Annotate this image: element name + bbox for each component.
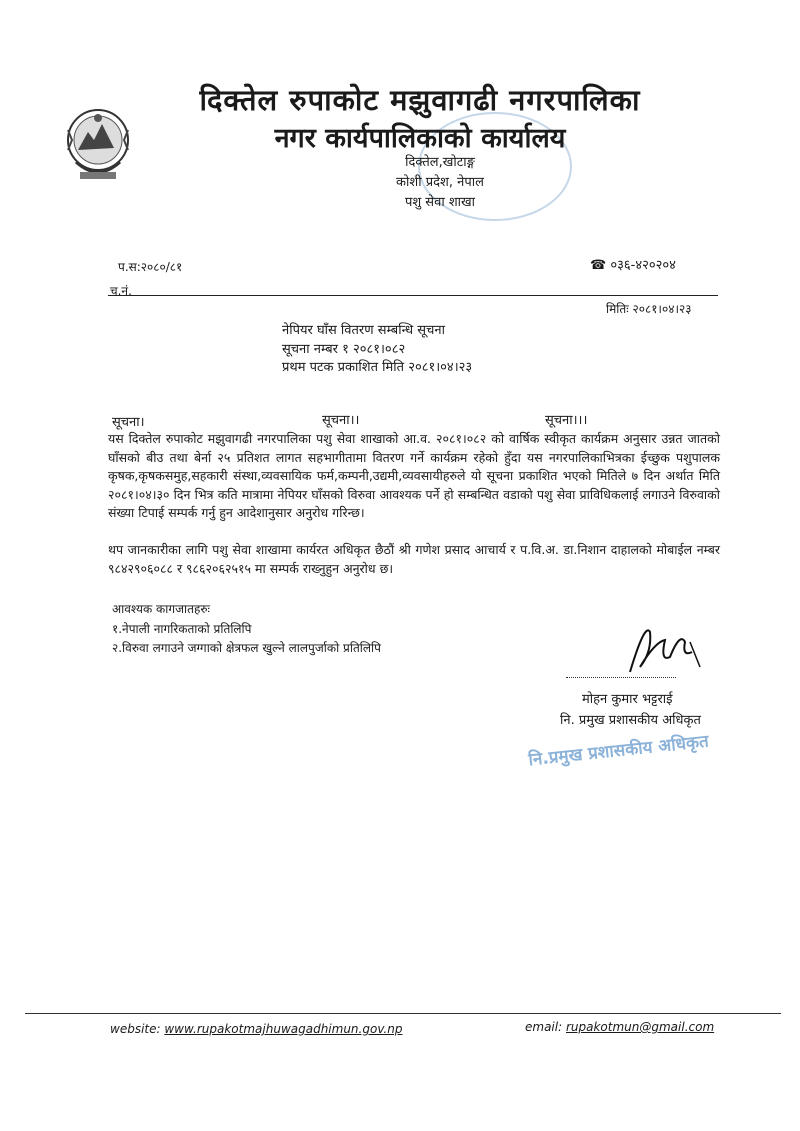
notice-paragraph-2: थप जानकारीका लागि पशु सेवा शाखामा कार्यरत अधिकृत छैठौं श्री गणेश प्रसाद आचार्य र प.वि.अ. डा.निशान दाहालको मोबाईल नम्बर ९८४२९०६०८८ र ९८६२०६२५१५ मा सम्पर्क राख्नुहुन अनुरोध छ।: [108, 542, 720, 576]
subject-title: नेपियर घाँस वितरण सम्बन्धि सूचना: [282, 323, 445, 338]
signature-image: [610, 612, 710, 682]
address-line-1: दिक्तेल,खोटाङ्ग: [405, 155, 475, 170]
dispatch-number: च.नं.: [110, 284, 132, 298]
publish-date: प्रथम पटक प्रकाशित मिति २०८१।०४।२३: [282, 360, 473, 375]
signatory-name: मोहन कुमार भट्टराई: [582, 692, 673, 707]
footer-divider: [25, 1013, 781, 1014]
section-name: पशु सेवा शाखा: [404, 195, 476, 210]
signatory-designation: नि. प्रमुख प्रशासकीय अधिकृत: [560, 713, 701, 728]
notice-paragraph-1: यस दिक्तेल रुपाकोट मझुवागढी नगरपालिका पशु सेवा शाखाको आ.व. २०८१।०८२ को वार्षिक स्वीकृत कार्यक्रम अनुसार उन्नत जातको घाँसको बीउ तथा बेर्ना २५ प्रतिशत लागत सहभागीतामा वितरण गर्ने कार्यक्रम रहेको हुँदा यस नगरपालिकाभित्रका ईच्छुक पशुपालक कृषक,कृषकसमुह,सहकारी संस्था,व्यवसायिक फर्म,कम्पनी,उद्यमी,व्यवसायीहरुले यो सूचना प्रकाशित भएको मितिले ७ दिन अर्थात मिति २०८१।०४।३० दिन भित्र कति मात्रामा नेपियर घाँसको विरुवा आवश्यक पर्ने हो सम्बन्धित वडाको पशु सेवा प्राविधिकलाई लगाउने विरुवाको संख्या टिपाई सम्पर्क गर्नु हुन आदेशानुसार अनुरोध गरिन्छ।: [108, 431, 720, 520]
phone-contact: [590, 255, 676, 273]
office-title: नगर कार्यपालिकाको कार्यालय: [274, 123, 566, 154]
website-label: website:: [110, 1022, 161, 1036]
municipality-title: दिक्तेल रुपाकोट मझुवागढी नगरपालिका: [199, 83, 641, 117]
letter-number: प.स:२०८०/८१: [118, 260, 183, 274]
signature-line: [566, 677, 676, 678]
documents-heading: आवश्यक कागजातहरुः: [112, 602, 210, 616]
notice-number: सूचना नम्बर १ २०८१।०८२: [282, 342, 406, 357]
email-label: email:: [525, 1020, 563, 1034]
notice-heading-2: सूचना।।: [322, 413, 360, 428]
letter-date: मितिः २०८१।०४।२३: [606, 302, 692, 316]
footer-website: [110, 1022, 402, 1036]
phone-number: ०३६-४२०२०४: [610, 258, 676, 273]
phone-icon: ☎: [590, 258, 607, 273]
notice-heading-1: सूचना।: [112, 415, 145, 430]
website-link[interactable]: www.rupakotmajhuwagadhimun.gov.np: [164, 1022, 403, 1036]
email-link[interactable]: rupakotmun@gmail.com: [565, 1020, 715, 1034]
footer-email: [525, 1020, 714, 1034]
address-line-2: कोशी प्रदेश, नेपाल: [396, 175, 484, 190]
header-divider: [108, 295, 718, 296]
designation-stamp: नि.प्रमुख प्रशासकीय अधिकृत: [527, 731, 710, 771]
document-item-1: १.नेपाली नागरिकताको प्रतिलिपि: [112, 622, 252, 636]
document-item-2: २.विरुवा लगाउने जग्गाको क्षेत्रफल खुल्ने लालपुर्जाको प्रतिलिपि: [112, 641, 381, 655]
notice-heading-3: सूचना।।।: [545, 413, 588, 428]
